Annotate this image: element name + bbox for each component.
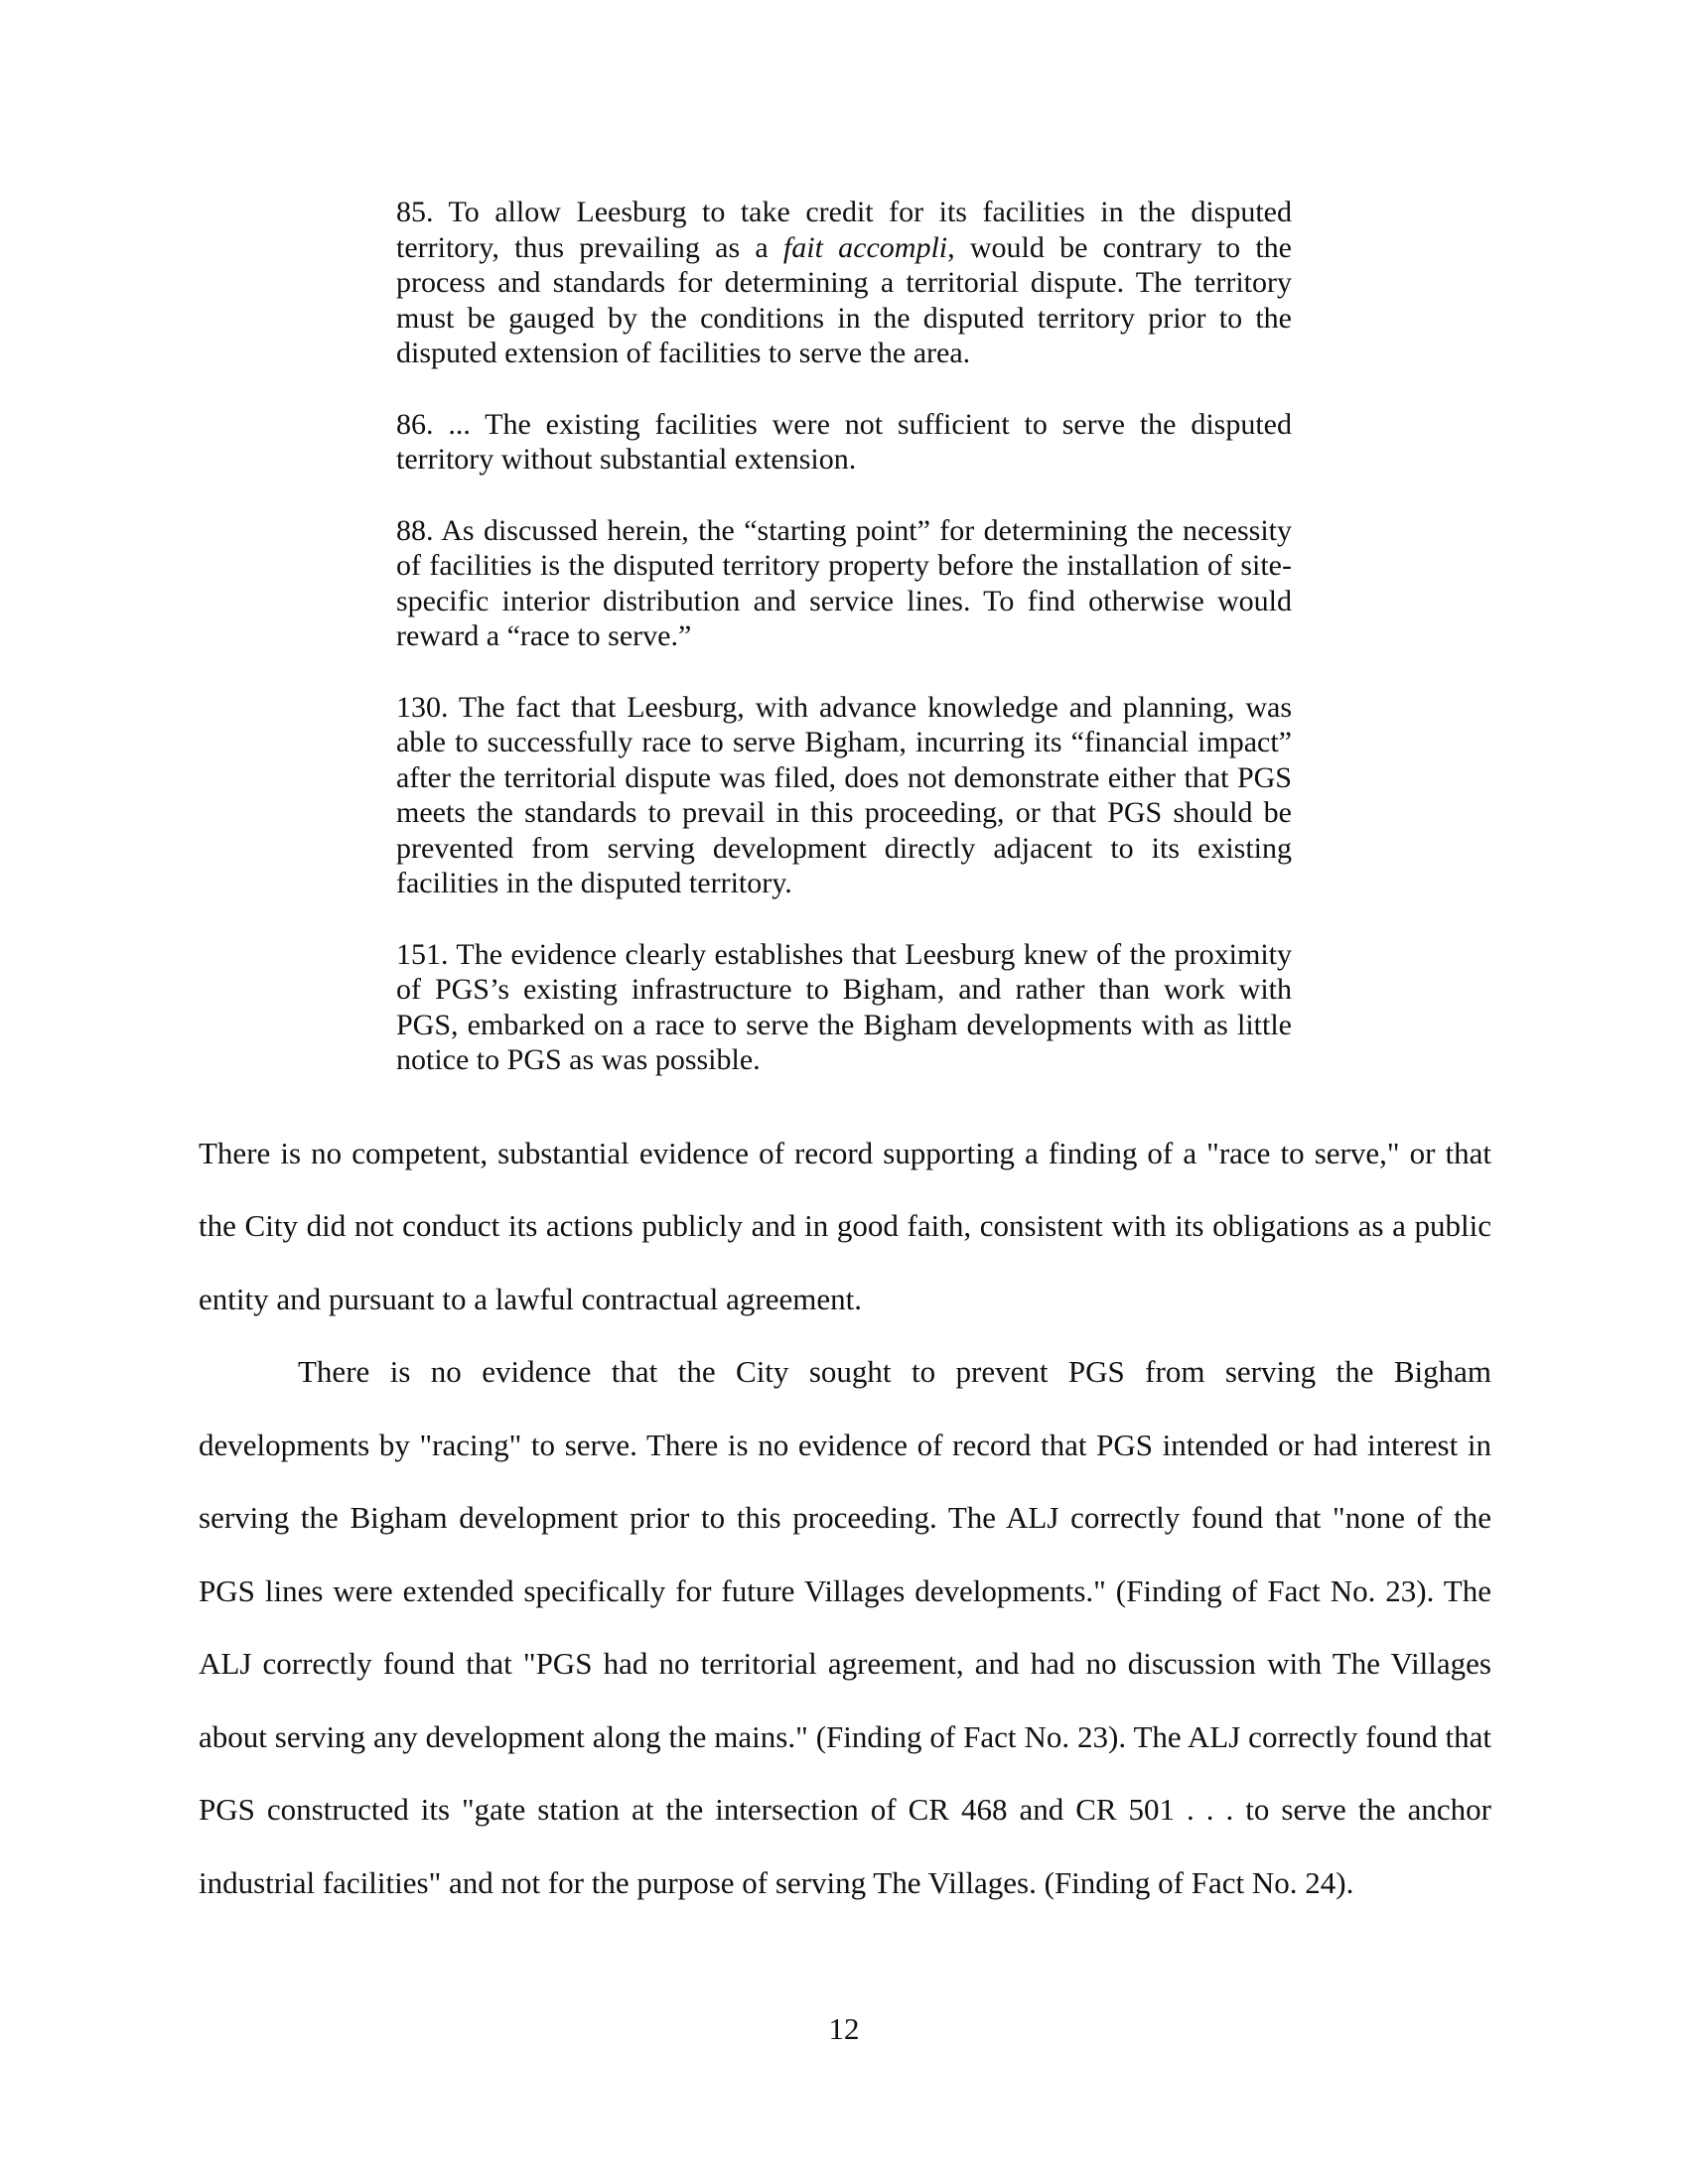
quote-paragraph-88: 88. As discussed herein, the “starting point” for determining the necessity of facilities is the disputed territory property before the installation of site-specific interior distribution and service lines. To find otherwise would reward a “race to serve.” xyxy=(396,513,1292,652)
quote-paragraph-85 xyxy=(396,195,1292,371)
body-paragraph-findings: There is no evidence that the City sought to prevent PGS from serving the Bigham developments by "racing" to serve. There is no evidence of record that PGS intended or had interest in serving the Bigham development prior to this proceeding. The ALJ correctly found that "none of the PGS lines were extended specifically for future Villages developments." (Finding of Fact No. 23). The ALJ correctly found that "PGS had no territorial agreement, and had no discussion with The Villages about serving any development along the mains." (Finding of Fact No. 23). The ALJ correctly found that PGS constructed its "gate station at the intersection of CR 468 and CR 501 . . . to serve the anchor industrial facilities" and not for the purpose of serving The Villages. (Finding of Fact No. 24). xyxy=(199,1354,1491,1900)
body-paragraph-conclusion: There is no competent, substantial evidence of record supporting a finding of a "race to serve," or that the City did not conduct its actions publicly and in good faith, consistent with its obligations as a public entity and pursuant to a lawful contractual agreement. xyxy=(199,1135,1491,1316)
quote-paragraph-130: 130. The fact that Leesburg, with advance knowledge and planning, was able to successfully race to serve Bigham, incurring its “financial impact” after the territorial dispute was filed, does not demonstrate either that PGS meets the standards to prevail in this proceeding, or that PGS should be prevented from serving development directly adjacent to its existing facilities in the disputed territory. xyxy=(396,690,1292,899)
block-quote xyxy=(396,195,1292,1078)
page-number: 12 xyxy=(828,2011,860,2046)
quote-85-text-end: would be contrary to the process and standards for determining a territorial dispute. The territory must be gauged by the conditions in the disputed territory prior to the disputed extension of facilities to serve the area. xyxy=(396,230,1292,369)
body-text xyxy=(199,1117,1491,1920)
quote-85-italic-term: fait accompli, xyxy=(782,230,955,264)
quote-paragraph-86: 86. ... The existing facilities were not sufficient to serve the disputed territory without substantial extension. xyxy=(396,407,1292,476)
quote-85-text-start: 85. To allow Leesburg to take credit for its facilities in the disputed territory, thus prevailing as a xyxy=(396,196,1292,264)
quote-paragraph-151: 151. The evidence clearly establishes that Leesburg knew of the proximity of PGS’s existing infrastructure to Bigham, and rather than work with PGS, embarked on a race to serve the Bigham developments with as little notice to PGS as was possible. xyxy=(396,937,1292,1076)
